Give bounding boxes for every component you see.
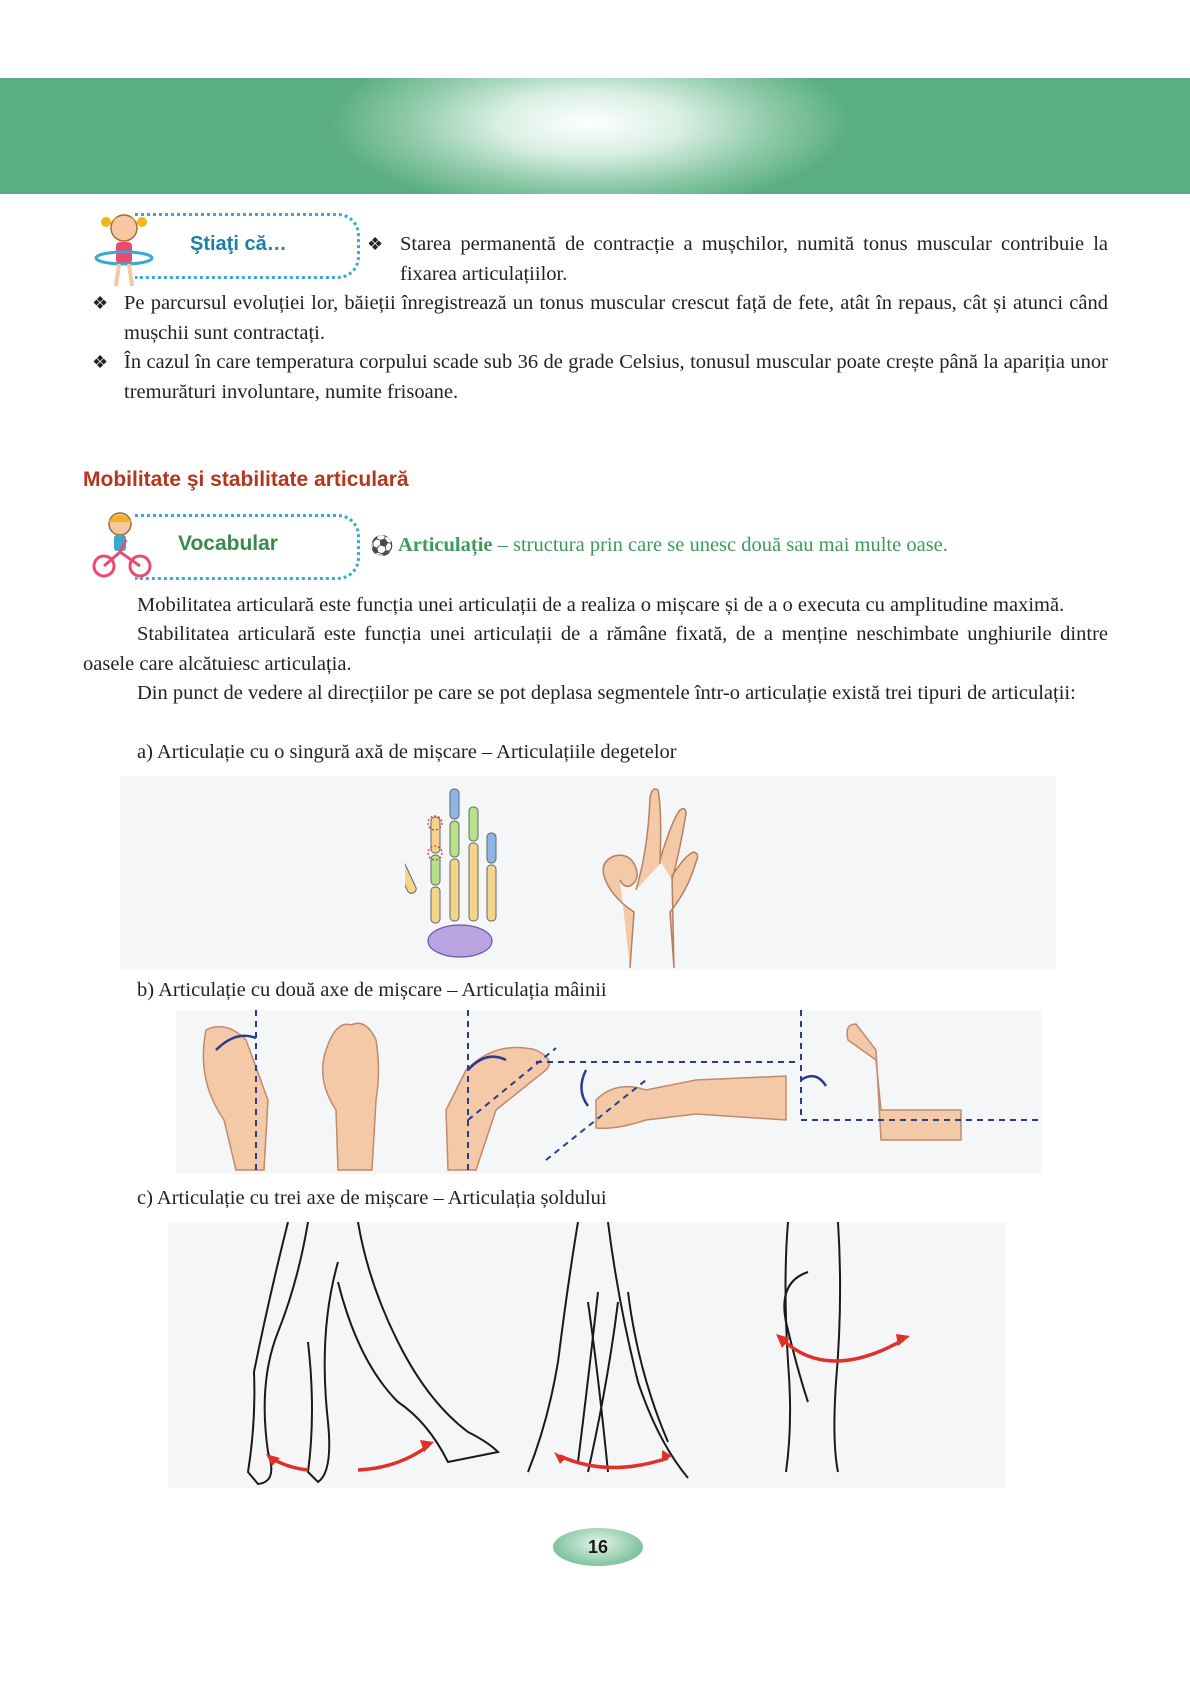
- paragraph-types: [83, 679, 1108, 709]
- vocabulary-definition-text: – structura prin care se unesc două sau mai multe oase.: [492, 534, 948, 556]
- soccer-ball-icon: ⚽: [370, 536, 394, 557]
- did-you-know-title: Ştiaţi că…: [190, 233, 287, 255]
- ok-gesture-hand-illustration: [590, 780, 710, 968]
- page-number: 16: [553, 1528, 643, 1566]
- section-heading: Mobilitate şi stabilitate articulară: [83, 468, 409, 491]
- paragraph-stability-text: Stabilitatea articulară este funcția unei articulații de a rămâne fixată, de a menține neschimbate unghiurile dintre oasele care alcătuiesc articulația.: [83, 623, 1108, 675]
- wrist-movements-illustration: [176, 1010, 1042, 1174]
- paragraph-mobility-text: Mobilitatea articulară este funcția unei articulații de a realiza o mișcare și de a o executa cu amplitudine maximă.: [137, 594, 1065, 616]
- paragraph-stability: [83, 620, 1108, 679]
- vocabulary-title: Vocabular: [178, 532, 278, 555]
- type-b-caption: b) Articulație cu două axe de mișcare – Articulația mâinii: [137, 979, 607, 1001]
- hip-movements-illustration: [168, 1222, 1006, 1488]
- bullet-icon: ❖: [92, 352, 109, 372]
- paragraph-mobility: [83, 591, 1108, 621]
- paragraph-types-text: Din punct de vedere al direcțiilor pe care se pot deplasa segmentele într-o articulație există trei tipuri de articulații:: [137, 682, 1076, 704]
- vocabulary-definition: [398, 531, 1108, 561]
- fact-3: În cazul în care temperatura corpului scade sub 36 de grade Celsius, tonusul muscular poate crește până la apariția unor tremurături involuntare, numite frisoane.: [124, 351, 1108, 403]
- type-c-caption: c) Articulație cu trei axe de mișcare – Articulația șoldului: [137, 1187, 607, 1209]
- bullet-icon: ❖: [92, 293, 109, 313]
- header-banner: [0, 78, 1190, 194]
- finger-joints-figure: [120, 776, 1056, 970]
- type-a-caption: a) Articulație cu o singură axă de mișcare – Articulațiile degetelor: [137, 741, 677, 763]
- bullet-icon: ❖: [367, 234, 384, 254]
- fact-1: Starea permanentă de contracție a mușchilor, numită tonus muscular contribuie la fixarea articulațiilor.: [400, 233, 1108, 285]
- vocabulary-term: Articulație: [398, 534, 493, 556]
- fact-2: Pe parcursul evoluției lor, băieții înregistrează un tonus muscular crescut față de fete, atât în repaus, cât și atunci când mușchii sunt contractați.: [124, 292, 1108, 344]
- hand-skeleton-illustration: [405, 783, 515, 963]
- girl-hula-hoop-icon: [92, 208, 156, 292]
- child-bicycle-icon: [90, 510, 154, 580]
